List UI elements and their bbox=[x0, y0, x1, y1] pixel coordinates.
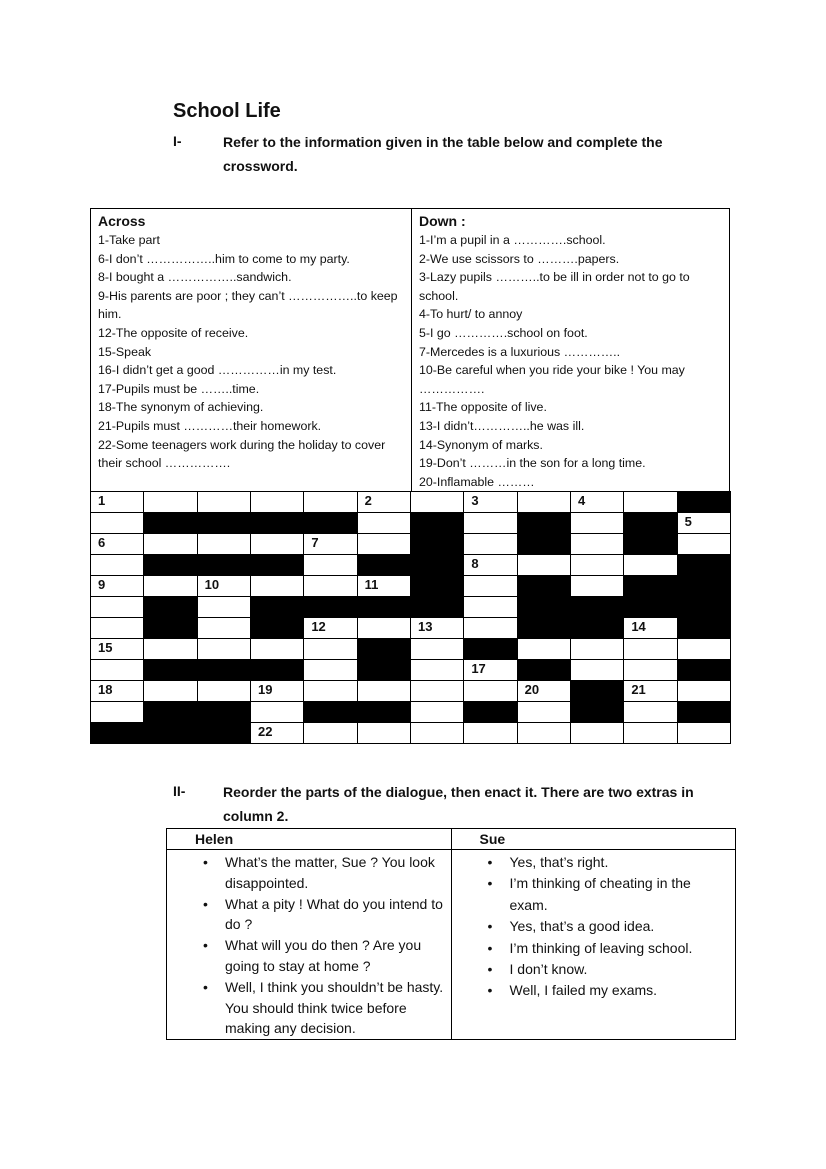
clue-number: 1 bbox=[98, 493, 106, 508]
grid-cell-black bbox=[197, 512, 251, 534]
grid-cell[interactable] bbox=[303, 638, 357, 660]
clue-down-2: 2-We use scissors to ……….papers. bbox=[419, 251, 620, 266]
grid-cell[interactable] bbox=[463, 617, 517, 639]
grid-cell[interactable] bbox=[90, 680, 144, 702]
grid-cell[interactable] bbox=[250, 575, 304, 597]
grid-cell[interactable] bbox=[250, 722, 304, 744]
grid-cell[interactable] bbox=[570, 638, 624, 660]
clue-number: 14 bbox=[631, 619, 646, 634]
grid-cell[interactable] bbox=[677, 638, 731, 660]
grid-cell-black bbox=[570, 701, 624, 723]
grid-cell[interactable] bbox=[570, 575, 624, 597]
grid-cell[interactable] bbox=[570, 491, 624, 513]
helen-line: • What’s the matter, Sue ? You look disappointed. bbox=[203, 854, 435, 891]
clue-number: 4 bbox=[578, 493, 586, 508]
grid-cell[interactable] bbox=[623, 491, 677, 513]
clue-across-15: 15-Speak bbox=[98, 344, 152, 359]
grid-cell[interactable] bbox=[143, 491, 197, 513]
grid-cell-black bbox=[143, 701, 197, 723]
bullet-icon: • bbox=[487, 875, 493, 892]
grid-cell-black bbox=[677, 617, 731, 639]
grid-cell-black bbox=[143, 722, 197, 744]
grid-cell[interactable] bbox=[623, 722, 677, 744]
grid-cell-black bbox=[410, 533, 464, 555]
grid-cell[interactable] bbox=[517, 680, 571, 702]
clue-number: 13 bbox=[418, 619, 433, 634]
grid-cell[interactable] bbox=[463, 659, 517, 681]
grid-cell[interactable] bbox=[197, 617, 251, 639]
grid-cell[interactable] bbox=[197, 638, 251, 660]
clue-number: 15 bbox=[98, 640, 113, 655]
grid-cell[interactable] bbox=[303, 575, 357, 597]
clue-down-3: 3-Lazy pupils ………..to be ill in order not to go to school. bbox=[419, 270, 690, 303]
grid-cell[interactable] bbox=[623, 554, 677, 576]
clues-table bbox=[90, 208, 730, 494]
grid-cell[interactable] bbox=[517, 722, 571, 744]
clue-number: 10 bbox=[204, 577, 220, 592]
grid-cell[interactable] bbox=[623, 659, 677, 681]
grid-cell[interactable] bbox=[90, 659, 144, 681]
clue-down-20: 20-Inflamable ……… bbox=[419, 474, 535, 489]
sue-column-header: Sue bbox=[451, 829, 736, 850]
grid-cell-black bbox=[677, 596, 731, 618]
grid-cell[interactable] bbox=[303, 659, 357, 681]
grid-cell-black bbox=[143, 659, 197, 681]
grid-cell-black bbox=[517, 533, 571, 555]
grid-cell[interactable] bbox=[410, 722, 464, 744]
grid-cell[interactable] bbox=[357, 512, 411, 534]
grid-cell-black bbox=[410, 554, 464, 576]
clue-across-9: 9-His parents are poor ; they can’t ……………..to keep him. bbox=[98, 288, 398, 322]
sue-line: • I’m thinking of cheating in the exam. bbox=[487, 875, 691, 913]
grid-cell[interactable] bbox=[463, 680, 517, 702]
clue-number: 21 bbox=[631, 682, 646, 697]
grid-cell[interactable] bbox=[90, 575, 144, 597]
helen-line: • Well, I think you shouldn’t be hasty. You should think twice before making any decision. bbox=[203, 978, 444, 1037]
grid-cell[interactable] bbox=[623, 617, 677, 639]
grid-cell[interactable] bbox=[463, 575, 517, 597]
across-clues-column bbox=[91, 209, 412, 494]
grid-cell[interactable] bbox=[303, 533, 357, 555]
grid-cell[interactable] bbox=[677, 722, 731, 744]
grid-cell-black bbox=[623, 575, 677, 597]
grid-cell[interactable] bbox=[90, 533, 144, 555]
grid-cell[interactable] bbox=[623, 638, 677, 660]
bullet-icon: • bbox=[487, 939, 493, 956]
grid-cell[interactable] bbox=[410, 638, 464, 660]
section-2-number: II- bbox=[173, 783, 186, 799]
grid-cell[interactable] bbox=[463, 491, 517, 513]
grid-cell[interactable] bbox=[677, 533, 731, 555]
grid-cell-black bbox=[677, 701, 731, 723]
sue-line: • I’m thinking of leaving school. bbox=[460, 938, 732, 959]
grid-cell[interactable] bbox=[677, 680, 731, 702]
grid-cell-black bbox=[250, 659, 304, 681]
grid-cell-black bbox=[143, 617, 197, 639]
sue-line: • Yes, that’s right. bbox=[460, 852, 732, 873]
grid-cell-black bbox=[570, 596, 624, 618]
down-heading: Down : bbox=[419, 213, 466, 229]
section-1-instructions: Refer to the information given in the table below and complete the crossword. bbox=[223, 134, 663, 174]
grid-cell[interactable] bbox=[517, 638, 571, 660]
grid-cell[interactable] bbox=[357, 491, 411, 513]
grid-cell-black bbox=[623, 512, 677, 534]
clue-number: 9 bbox=[98, 577, 106, 592]
clue-down-19: 19-Don’t ………in the son for a long time. bbox=[419, 456, 646, 471]
grid-cell-black bbox=[250, 596, 304, 618]
clue-across-22: 22-Some teenagers work during the holiday to cover their school ……………. bbox=[98, 437, 386, 471]
bullet-icon: • bbox=[487, 854, 493, 870]
grid-cell-black bbox=[197, 722, 251, 744]
grid-cell[interactable] bbox=[143, 680, 197, 702]
grid-cell[interactable] bbox=[90, 701, 144, 723]
grid-cell[interactable] bbox=[410, 680, 464, 702]
grid-cell[interactable] bbox=[410, 491, 464, 513]
grid-cell-black bbox=[410, 596, 464, 618]
clue-down-4: 4-To hurt/ to annoy bbox=[419, 307, 523, 322]
grid-cell[interactable] bbox=[570, 533, 624, 555]
grid-cell[interactable] bbox=[250, 680, 304, 702]
grid-cell[interactable] bbox=[197, 596, 251, 618]
grid-cell-black bbox=[677, 575, 731, 597]
grid-cell[interactable] bbox=[357, 617, 411, 639]
across-heading: Across bbox=[98, 213, 146, 229]
sue-line: • Well, I failed my exams. bbox=[460, 980, 732, 1001]
grid-cell[interactable] bbox=[463, 722, 517, 744]
grid-cell-black bbox=[357, 659, 411, 681]
grid-cell-black bbox=[357, 596, 411, 618]
grid-cell-black bbox=[357, 701, 411, 723]
clue-across-17: 17-Pupils must be ……..time. bbox=[98, 381, 260, 396]
grid-cell[interactable] bbox=[303, 680, 357, 702]
clue-down-1: 1-I’m a pupil in a ………….school. bbox=[419, 233, 606, 247]
grid-cell-black bbox=[303, 596, 357, 618]
grid-cell[interactable] bbox=[463, 554, 517, 576]
bullet-icon: • bbox=[203, 854, 208, 870]
grid-cell-black bbox=[517, 575, 571, 597]
clue-across-1: 1-Take part bbox=[98, 233, 160, 247]
sue-lines bbox=[451, 850, 736, 1040]
grid-cell[interactable] bbox=[570, 722, 624, 744]
grid-cell[interactable] bbox=[197, 533, 251, 555]
grid-cell[interactable] bbox=[303, 722, 357, 744]
grid-cell-black bbox=[677, 659, 731, 681]
grid-cell[interactable] bbox=[463, 533, 517, 555]
grid-cell[interactable] bbox=[90, 554, 144, 576]
clue-down-7: 7-Mercedes is a luxurious ………….. bbox=[419, 344, 621, 359]
grid-cell[interactable] bbox=[303, 617, 357, 639]
clue-number: 18 bbox=[98, 682, 113, 697]
grid-cell-black bbox=[517, 596, 571, 618]
bullet-icon: • bbox=[203, 895, 208, 912]
page-title: School Life bbox=[173, 100, 281, 122]
grid-cell-black bbox=[250, 617, 304, 639]
grid-cell[interactable] bbox=[250, 533, 304, 555]
clue-across-16: 16-I didn’t get a good ……………in my test. bbox=[98, 363, 337, 378]
grid-cell[interactable] bbox=[410, 659, 464, 681]
grid-cell-black bbox=[410, 512, 464, 534]
grid-cell[interactable] bbox=[250, 701, 304, 723]
sue-line: • Yes, that’s a good idea. bbox=[460, 916, 732, 937]
bullet-icon: • bbox=[487, 982, 493, 999]
down-clues-column bbox=[412, 209, 730, 494]
clue-across-8: 8-I bought a ……………..sandwich. bbox=[98, 270, 292, 285]
clue-number: 2 bbox=[364, 493, 372, 508]
helen-line: • What will you do then ? Are you going to stay at home ? bbox=[203, 937, 422, 974]
grid-cell[interactable] bbox=[250, 638, 304, 660]
clue-down-13: 13-I didn’t…………..he was ill. bbox=[419, 418, 585, 433]
grid-cell[interactable] bbox=[357, 575, 411, 597]
grid-cell[interactable] bbox=[143, 638, 197, 660]
grid-cell[interactable] bbox=[357, 533, 411, 555]
grid-cell[interactable] bbox=[517, 701, 571, 723]
grid-cell[interactable] bbox=[570, 554, 624, 576]
grid-cell[interactable] bbox=[623, 680, 677, 702]
clue-across-6: 6-I don’t ……………..him to come to my party. bbox=[98, 251, 350, 266]
clue-number: 11 bbox=[364, 577, 379, 592]
grid-cell[interactable] bbox=[570, 659, 624, 681]
grid-cell-black bbox=[197, 554, 251, 576]
grid-cell-black bbox=[303, 512, 357, 534]
bullet-icon: • bbox=[203, 937, 208, 954]
clue-across-21: 21-Pupils must …………their homework. bbox=[98, 418, 322, 433]
grid-cell-black bbox=[143, 512, 197, 534]
grid-cell[interactable] bbox=[90, 491, 144, 513]
grid-cell-black bbox=[463, 701, 517, 723]
grid-cell[interactable] bbox=[197, 680, 251, 702]
clue-number: 17 bbox=[471, 661, 486, 676]
grid-cell[interactable] bbox=[410, 701, 464, 723]
grid-cell-black bbox=[303, 701, 357, 723]
section-1-number: I- bbox=[173, 133, 182, 149]
dialogue-table bbox=[166, 828, 736, 1040]
clue-down-10: 10-Be careful when you ride your bike ! You may ……………. bbox=[419, 363, 685, 396]
helen-line: • What a pity ! What do you intend to do ? bbox=[203, 895, 443, 933]
clue-number: 3 bbox=[471, 493, 479, 508]
grid-cell-black bbox=[197, 659, 251, 681]
grid-cell-black bbox=[143, 554, 197, 576]
grid-cell-black bbox=[143, 596, 197, 618]
bullet-icon: • bbox=[203, 978, 208, 995]
clue-down-11: 11-The opposite of live. bbox=[419, 400, 547, 415]
helen-lines bbox=[167, 850, 452, 1040]
grid-cell[interactable] bbox=[90, 638, 144, 660]
clue-number: 20 bbox=[524, 682, 540, 697]
grid-cell[interactable] bbox=[90, 512, 144, 534]
clue-number: 8 bbox=[471, 556, 479, 571]
clue-number: 22 bbox=[258, 724, 273, 739]
grid-cell-black bbox=[570, 680, 624, 702]
grid-cell-black bbox=[570, 617, 624, 639]
grid-cell[interactable] bbox=[197, 575, 251, 597]
grid-cell[interactable] bbox=[677, 512, 731, 534]
grid-cell-black bbox=[357, 554, 411, 576]
grid-cell[interactable] bbox=[357, 680, 411, 702]
grid-cell-black bbox=[517, 512, 571, 534]
grid-cell[interactable] bbox=[570, 512, 624, 534]
grid-cell-black bbox=[250, 512, 304, 534]
grid-cell[interactable] bbox=[303, 491, 357, 513]
grid-cell[interactable] bbox=[143, 533, 197, 555]
sue-line: • I don’t know. bbox=[460, 959, 732, 980]
grid-cell[interactable] bbox=[90, 617, 144, 639]
grid-cell[interactable] bbox=[410, 617, 464, 639]
grid-cell-black bbox=[410, 575, 464, 597]
bullet-icon: • bbox=[487, 918, 493, 935]
grid-cell-black bbox=[197, 701, 251, 723]
clue-down-5: 5-I go ………….school on foot. bbox=[419, 325, 588, 340]
grid-cell[interactable] bbox=[357, 722, 411, 744]
grid-cell[interactable] bbox=[623, 701, 677, 723]
grid-cell[interactable] bbox=[90, 596, 144, 618]
helen-column-header: Helen bbox=[167, 829, 452, 850]
grid-cell-black bbox=[90, 722, 144, 744]
clue-number: 12 bbox=[311, 619, 326, 634]
grid-cell-black bbox=[677, 554, 731, 576]
grid-cell[interactable] bbox=[463, 596, 517, 618]
grid-cell-black bbox=[677, 491, 731, 513]
clue-across-18: 18-The synonym of achieving. bbox=[98, 400, 264, 415]
grid-cell-black bbox=[250, 554, 304, 576]
crossword-grid bbox=[90, 491, 730, 743]
grid-cell-black bbox=[357, 638, 411, 660]
grid-cell-black bbox=[623, 596, 677, 618]
clue-number: 6 bbox=[98, 535, 106, 550]
bullet-icon: • bbox=[487, 961, 493, 978]
clue-number: 5 bbox=[684, 514, 692, 529]
grid-cell-black bbox=[517, 659, 571, 681]
clue-number: 19 bbox=[258, 682, 273, 697]
grid-cell[interactable] bbox=[463, 512, 517, 534]
grid-cell[interactable] bbox=[517, 554, 571, 576]
grid-cell[interactable] bbox=[517, 491, 571, 513]
grid-cell[interactable] bbox=[197, 491, 251, 513]
grid-cell-black bbox=[517, 617, 571, 639]
grid-cell[interactable] bbox=[303, 554, 357, 576]
clue-across-12: 12-The opposite of receive. bbox=[98, 325, 249, 340]
grid-cell[interactable] bbox=[143, 575, 197, 597]
clue-number: 7 bbox=[311, 535, 319, 550]
grid-cell-black bbox=[623, 533, 677, 555]
grid-cell-black bbox=[463, 638, 517, 660]
section-2-instructions: Reorder the parts of the dialogue, then enact it. There are two extras in column 2. bbox=[223, 784, 694, 824]
grid-cell[interactable] bbox=[250, 491, 304, 513]
clue-down-14: 14-Synonym of marks. bbox=[419, 437, 543, 452]
